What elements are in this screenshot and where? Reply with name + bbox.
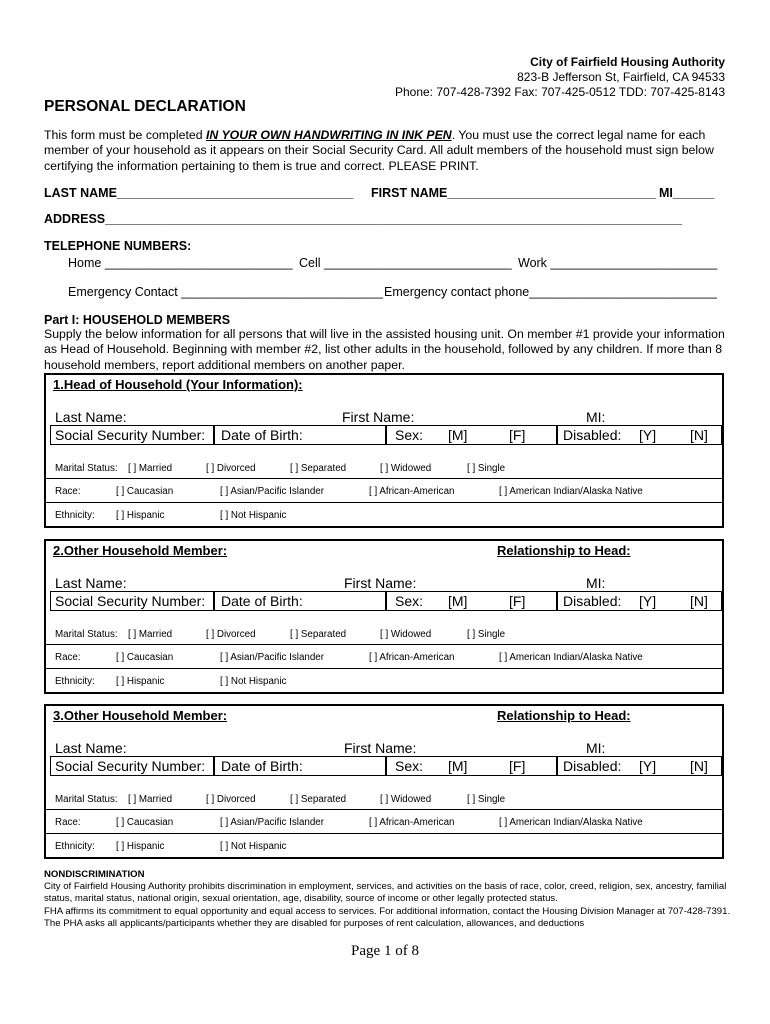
nondiscrimination-text: City of Fairfield Housing Authority prohibits discrimination in employment, services, and activities on the basis of race, color, creed, religion, sex, ancestry, familial status, marital status, national origin, sexual orientation, age, disability, source of income or other legally protected status. (44, 881, 727, 905)
disabled-label: Disabled: (563, 758, 622, 774)
ssn-cell[interactable] (50, 756, 214, 776)
race-african-american-option[interactable]: [ ] African-American (369, 652, 455, 663)
intro-text-pre: This form must be completed (44, 128, 206, 142)
sex-male-option[interactable]: [M] (448, 593, 468, 609)
member-last-name-field[interactable]: Last Name: (55, 575, 127, 591)
dob-cell[interactable] (214, 591, 386, 611)
home-phone-field[interactable]: Home ___________________________ (68, 256, 293, 270)
dob-label: Date of Birth: (221, 427, 303, 443)
ethnicity-hispanic-option[interactable]: [ ] Hispanic (116, 841, 165, 852)
race-label: Race: (55, 652, 81, 663)
dob-label: Date of Birth: (221, 758, 303, 774)
marital-status-label: Marital Status: (55, 629, 118, 640)
sex-label: Sex: (395, 758, 424, 774)
race-asian-option[interactable]: [ ] Asian/Pacific Islander (220, 652, 325, 663)
marital-separated-option[interactable]: [ ] Separated (290, 629, 347, 640)
marital-separated-option[interactable]: [ ] Separated (290, 463, 347, 474)
divider (46, 478, 722, 479)
disabled-label: Disabled: (563, 427, 622, 443)
marital-widowed-option[interactable]: [ ] Widowed (380, 794, 432, 805)
sex-male-option[interactable]: [M] (448, 427, 468, 443)
ssn-label: Social Security Number: (55, 758, 206, 774)
disabled-label: Disabled: (563, 593, 622, 609)
org-name: City of Fairfield Housing Authority (530, 55, 725, 69)
sex-female-option[interactable]: [F] (509, 758, 526, 774)
race-african-american-option[interactable]: [ ] African-American (369, 817, 455, 828)
marital-married-option[interactable]: [ ] Married (128, 629, 173, 640)
org-address: 823-B Jefferson St, Fairfield, CA 94533 (517, 70, 725, 84)
race-native-option[interactable]: [ ] American Indian/Alaska Native (499, 486, 643, 497)
ethnicity-hispanic-option[interactable]: [ ] Hispanic (116, 510, 165, 521)
first-name-field[interactable]: FIRST NAME______________________________ (371, 186, 656, 200)
work-phone-field[interactable]: Work ________________________ (518, 256, 718, 270)
disabled-no-option[interactable]: [N] (690, 593, 708, 609)
sex-male-option[interactable]: [M] (448, 758, 468, 774)
disabled-cell (557, 591, 722, 611)
ethnicity-hispanic-option[interactable]: [ ] Hispanic (116, 676, 165, 687)
member-first-name-field[interactable]: First Name: (344, 740, 417, 756)
telephone-heading: TELEPHONE NUMBERS: (44, 239, 192, 253)
marital-separated-option[interactable]: [ ] Separated (290, 794, 347, 805)
emergency-contact-field[interactable]: Emergency Contact _____________________________ (68, 285, 383, 299)
member-last-name-field[interactable]: Last Name: (55, 740, 127, 756)
relationship-to-head-field[interactable]: Relationship to Head: (497, 708, 631, 723)
disabled-no-option[interactable]: [N] (690, 427, 708, 443)
disabled-cell (557, 425, 722, 445)
ethnicity-not-hispanic-option[interactable]: [ ] Not Hispanic (220, 841, 287, 852)
member-title: 3.Other Household Member: (53, 708, 228, 723)
address-field[interactable]: ADDRESS___________________________________________________________________________________ (44, 212, 683, 226)
disabled-cell (557, 756, 722, 776)
race-native-option[interactable]: [ ] American Indian/Alaska Native (499, 652, 643, 663)
emergency-phone-field[interactable]: Emergency contact phone___________________________ (384, 285, 717, 299)
disabled-no-option[interactable]: [N] (690, 758, 708, 774)
member-mi-field[interactable]: MI: (586, 740, 606, 756)
part1-heading: Part I: HOUSEHOLD MEMBERS (44, 313, 231, 327)
dob-cell[interactable] (214, 756, 386, 776)
relationship-to-head-field[interactable]: Relationship to Head: (497, 543, 631, 558)
mi-field[interactable]: MI______ (659, 186, 715, 200)
disabled-yes-option[interactable]: [Y] (639, 427, 657, 443)
race-asian-option[interactable]: [ ] Asian/Pacific Islander (220, 486, 325, 497)
divider (46, 833, 722, 834)
member-title: 1.Head of Household (Your Information): (53, 377, 303, 392)
race-caucasian-option[interactable]: [ ] Caucasian (116, 817, 174, 828)
part1-instructions: Supply the below information for all persons that will live in the assisted housing unit. On member #1 provide your information as Head of Household. Beginning with member #2, list other adults in the household, followed by any children. If more than 8 household members, report additional members on another paper. (44, 327, 725, 372)
ethnicity-not-hispanic-option[interactable]: [ ] Not Hispanic (220, 510, 287, 521)
page-number: Page 1 of 8 (351, 943, 419, 959)
intro-text-post: . You must use the correct legal name for each member of your household as it appears on their Social Security Card. All adult members of the household must sign below certifying the information pertaining to them is true and correct. PLEASE PRINT. (44, 128, 714, 173)
marital-married-option[interactable]: [ ] Married (128, 794, 173, 805)
marital-single-option[interactable]: [ ] Single (467, 794, 506, 805)
race-label: Race: (55, 817, 81, 828)
disabled-yes-option[interactable]: [Y] (639, 593, 657, 609)
page-title: PERSONAL DECLARATION (44, 98, 246, 115)
member-first-name-field[interactable]: First Name: (342, 409, 415, 425)
household-member-box (44, 539, 724, 694)
last-name-field[interactable]: LAST NAME__________________________________ (44, 186, 354, 200)
marital-status-label: Marital Status: (55, 463, 118, 474)
household-member-box (44, 373, 724, 528)
marital-divorced-option[interactable]: [ ] Divorced (206, 794, 256, 805)
member-title: 2.Other Household Member: (53, 543, 228, 558)
marital-widowed-option[interactable]: [ ] Widowed (380, 463, 432, 474)
intro-emphasis: IN YOUR OWN HANDWRITING IN INK PEN (205, 128, 452, 142)
marital-status-label: Marital Status: (55, 794, 118, 805)
marital-divorced-option[interactable]: [ ] Divorced (206, 463, 256, 474)
sex-cell (386, 756, 557, 776)
divider (46, 668, 722, 669)
sex-cell (386, 425, 557, 445)
divider (46, 644, 722, 645)
ssn-label: Social Security Number: (55, 593, 206, 609)
ethnicity-label: Ethnicity: (55, 510, 95, 521)
marital-divorced-option[interactable]: [ ] Divorced (206, 629, 256, 640)
race-african-american-option[interactable]: [ ] African-American (369, 486, 455, 497)
disabled-yes-option[interactable]: [Y] (639, 758, 657, 774)
member-last-name-field[interactable]: Last Name: (55, 409, 127, 425)
intro-paragraph (44, 128, 734, 174)
race-label: Race: (55, 486, 81, 497)
org-phones: Phone: 707-428-7392 Fax: 707-425-0512 TDD: 707-425-8143 (394, 85, 725, 99)
ethnicity-label: Ethnicity: (55, 676, 95, 687)
divider (46, 809, 722, 810)
ssn-cell[interactable] (50, 591, 214, 611)
divider (46, 502, 722, 503)
sex-female-option[interactable]: [F] (509, 427, 526, 443)
member-mi-field[interactable]: MI: (586, 409, 606, 425)
race-native-option[interactable]: [ ] American Indian/Alaska Native (499, 817, 643, 828)
marital-single-option[interactable]: [ ] Single (467, 463, 506, 474)
sex-female-option[interactable]: [F] (509, 593, 526, 609)
cell-phone-field[interactable]: Cell ___________________________ (299, 256, 512, 270)
race-caucasian-option[interactable]: [ ] Caucasian (116, 486, 174, 497)
dob-cell[interactable] (214, 425, 386, 445)
race-asian-option[interactable]: [ ] Asian/Pacific Islander (220, 817, 325, 828)
member-first-name-field[interactable]: First Name: (344, 575, 417, 591)
marital-single-option[interactable]: [ ] Single (467, 629, 506, 640)
dob-label: Date of Birth: (221, 593, 303, 609)
sex-label: Sex: (395, 427, 424, 443)
race-caucasian-option[interactable]: [ ] Caucasian (116, 652, 174, 663)
ssn-cell[interactable] (50, 425, 214, 445)
ssn-label: Social Security Number: (55, 427, 206, 443)
marital-married-option[interactable]: [ ] Married (128, 463, 173, 474)
sex-cell (386, 591, 557, 611)
ethnicity-not-hispanic-option[interactable]: [ ] Not Hispanic (220, 676, 287, 687)
sex-label: Sex: (395, 593, 424, 609)
member-mi-field[interactable]: MI: (586, 575, 606, 591)
marital-widowed-option[interactable]: [ ] Widowed (380, 629, 432, 640)
nondiscrimination-heading: NONDISCRIMINATION (44, 869, 145, 880)
household-member-box (44, 704, 724, 859)
nondiscrimination-text-2: FHA affirms its commitment to equal opportunity and equal access to services. For additional information, contact the Housing Division Manager at 707-428-7391. The PHA asks all applicants/participants whether they are disabled for purposes of rent calculation, allowances, and deductions (44, 906, 731, 930)
ethnicity-label: Ethnicity: (55, 841, 95, 852)
